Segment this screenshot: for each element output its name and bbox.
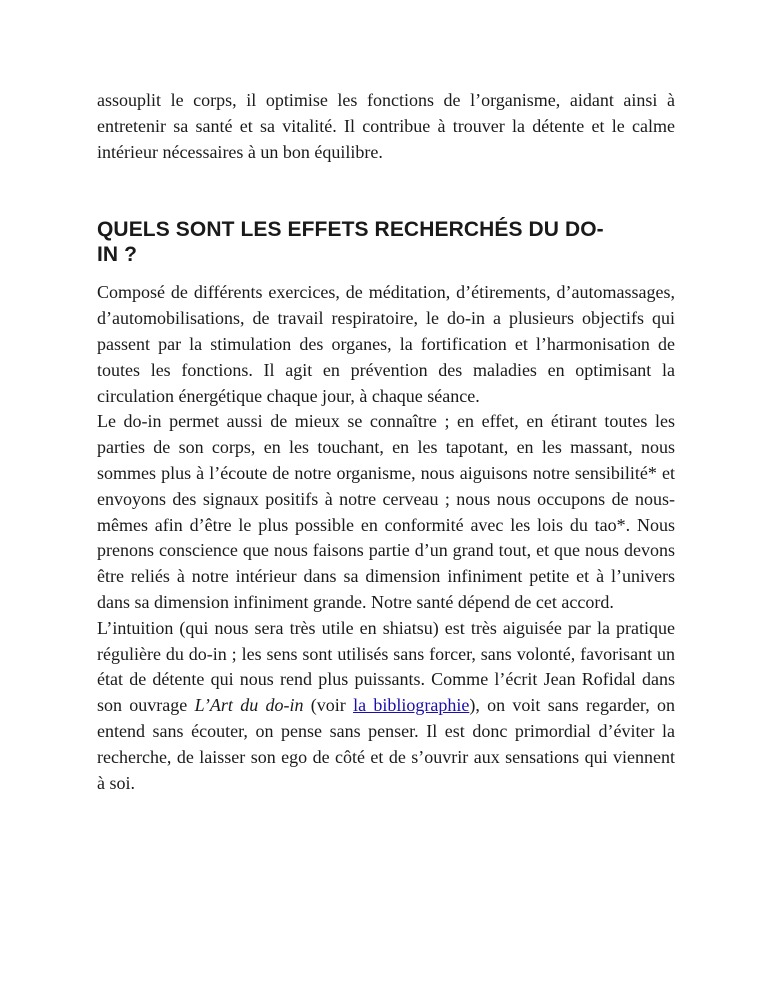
paragraph-intuition [97, 616, 675, 797]
paragraph-intuition-text-3: ), on voit sans regarder, on entend sans écouter, on pense sans penser. Il est donc primordial d’éviter la recherche, de laisser son ego de côté et de s’ouvrir aux sensations qui viennent à soi. [97, 695, 675, 793]
bibliography-link[interactable]: la bibliographie [353, 695, 470, 716]
paragraph-self-knowledge: Le do-in permet aussi de mieux se connaître ; en effet, en étirant toutes les parties de son corps, en les touchant, en les tapotant, en les massant, nous sommes plus à l’écoute de notre organisme, nous aiguisons notre sensibilité* et envoyons des signaux positifs à notre cerveau ; nous nous occupons de nous-mêmes afin d’être le plus possible en conformité avec les lois du tao*. Nous prenons conscience que nous faisons partie d’un grand tout, et que nous devons être reliés à notre intérieur dans sa dimension infiniment petite et à l’univers dans sa dimension infiniment grande. Notre santé dépend de cet accord. [97, 411, 675, 612]
paragraph-intuition-text-1: L’intuition (qui nous sera très utile en shiatsu) est très aiguisée par la pratique régulière du do-in ; les sens sont utilisés sans forcer, sans volonté, favorisant un état de détente qui nous rend plus puissants. Comme l’écrit Jean Rofidal dans son ouvrage [97, 617, 675, 716]
paragraph-effects: Composé de différents exercices, de méditation, d’étirements, d’automassages, d’automobilisations, de travail respiratoire, le do-in a plusieurs objectifs qui passent par la stimulation des organes, la fortification et l’harmonisation de toutes les fonctions. Il agit en prévention des maladies en optimisant la circulation énergétique chaque jour, à chaque séance. [97, 282, 675, 406]
document-page [97, 88, 675, 796]
book-title: L’Art du do-in [194, 695, 304, 716]
intro-paragraph: assouplit le corps, il optimise les fonctions de l’organisme, aidant ainsi à entretenir sa santé et sa vitalité. Il contribue à trouver la détente et le calme intérieur nécessaires à un bon équilibre. [97, 90, 675, 162]
section-heading: QUELS SONT LES EFFETS RECHERCHÉS DU DO-IN ? [97, 218, 604, 267]
paragraph-intuition-text-2: (voir [303, 695, 354, 716]
